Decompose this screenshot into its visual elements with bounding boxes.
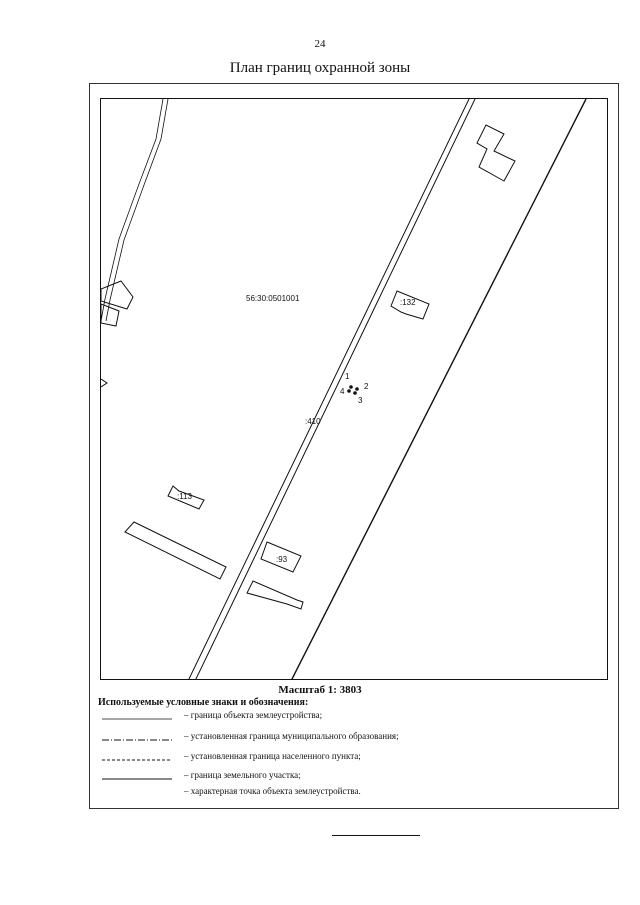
point-label-3: 3 <box>358 396 363 405</box>
legend-label: – установленная граница муниципального образования; <box>184 731 399 741</box>
point-label-4: 4 <box>340 387 345 396</box>
map-scale: Масштаб 1: 3803 <box>278 684 362 696</box>
cadastral-map <box>101 99 608 680</box>
building-left-edge <box>101 379 107 387</box>
building-top-right <box>477 125 515 181</box>
legend-label: – граница земельного участка; <box>184 770 301 780</box>
parcel-label-113: :113 <box>177 492 192 501</box>
footer-rule <box>332 835 420 836</box>
legend-point-icon <box>102 786 172 800</box>
legend-dashed-line-icon <box>102 751 172 765</box>
side-road-outer <box>101 99 163 321</box>
page-number: 24 <box>314 38 326 50</box>
legend-dash-dot-line-icon <box>102 731 172 745</box>
point-3-marker <box>353 391 357 395</box>
parcel-label-410: :410 <box>305 417 321 426</box>
point-2-marker <box>355 387 359 391</box>
point-1-marker <box>349 385 353 389</box>
building-long <box>125 522 226 579</box>
point-4-marker <box>347 389 351 393</box>
cadastral-quarter-label: 56:30:0501001 <box>246 294 300 303</box>
point-label-2: 2 <box>364 382 369 391</box>
map-area[interactable] <box>100 98 608 680</box>
legend-solid-line-icon <box>102 770 172 784</box>
legend-label: – установленная граница населенного пункта; <box>184 751 361 761</box>
parcel-label-93: :93 <box>276 555 288 564</box>
legend-item-municipal-boundary <box>100 731 600 745</box>
side-road-inner <box>106 99 168 321</box>
building-bottom <box>247 581 303 609</box>
legend-title: Используемые условные знаки и обозначения: <box>98 697 309 708</box>
parcel-label-132: :132 <box>400 298 416 307</box>
legend-label: – характерная точка объекта землеустройства. <box>184 786 361 796</box>
legend-item-object-boundary <box>100 710 600 724</box>
point-label-1: 1 <box>345 372 350 381</box>
legend-item-parcel-boundary <box>100 770 600 784</box>
legend-item-settlement-boundary <box>100 751 600 765</box>
legend-thin-solid-line-icon <box>102 710 172 724</box>
road-edge-left-outer <box>188 99 469 680</box>
plan-title: План границ охранной зоны <box>229 60 411 76</box>
legend-item-characteristic-point <box>100 786 600 806</box>
legend-label: – граница объекта землеустройства; <box>184 710 323 720</box>
